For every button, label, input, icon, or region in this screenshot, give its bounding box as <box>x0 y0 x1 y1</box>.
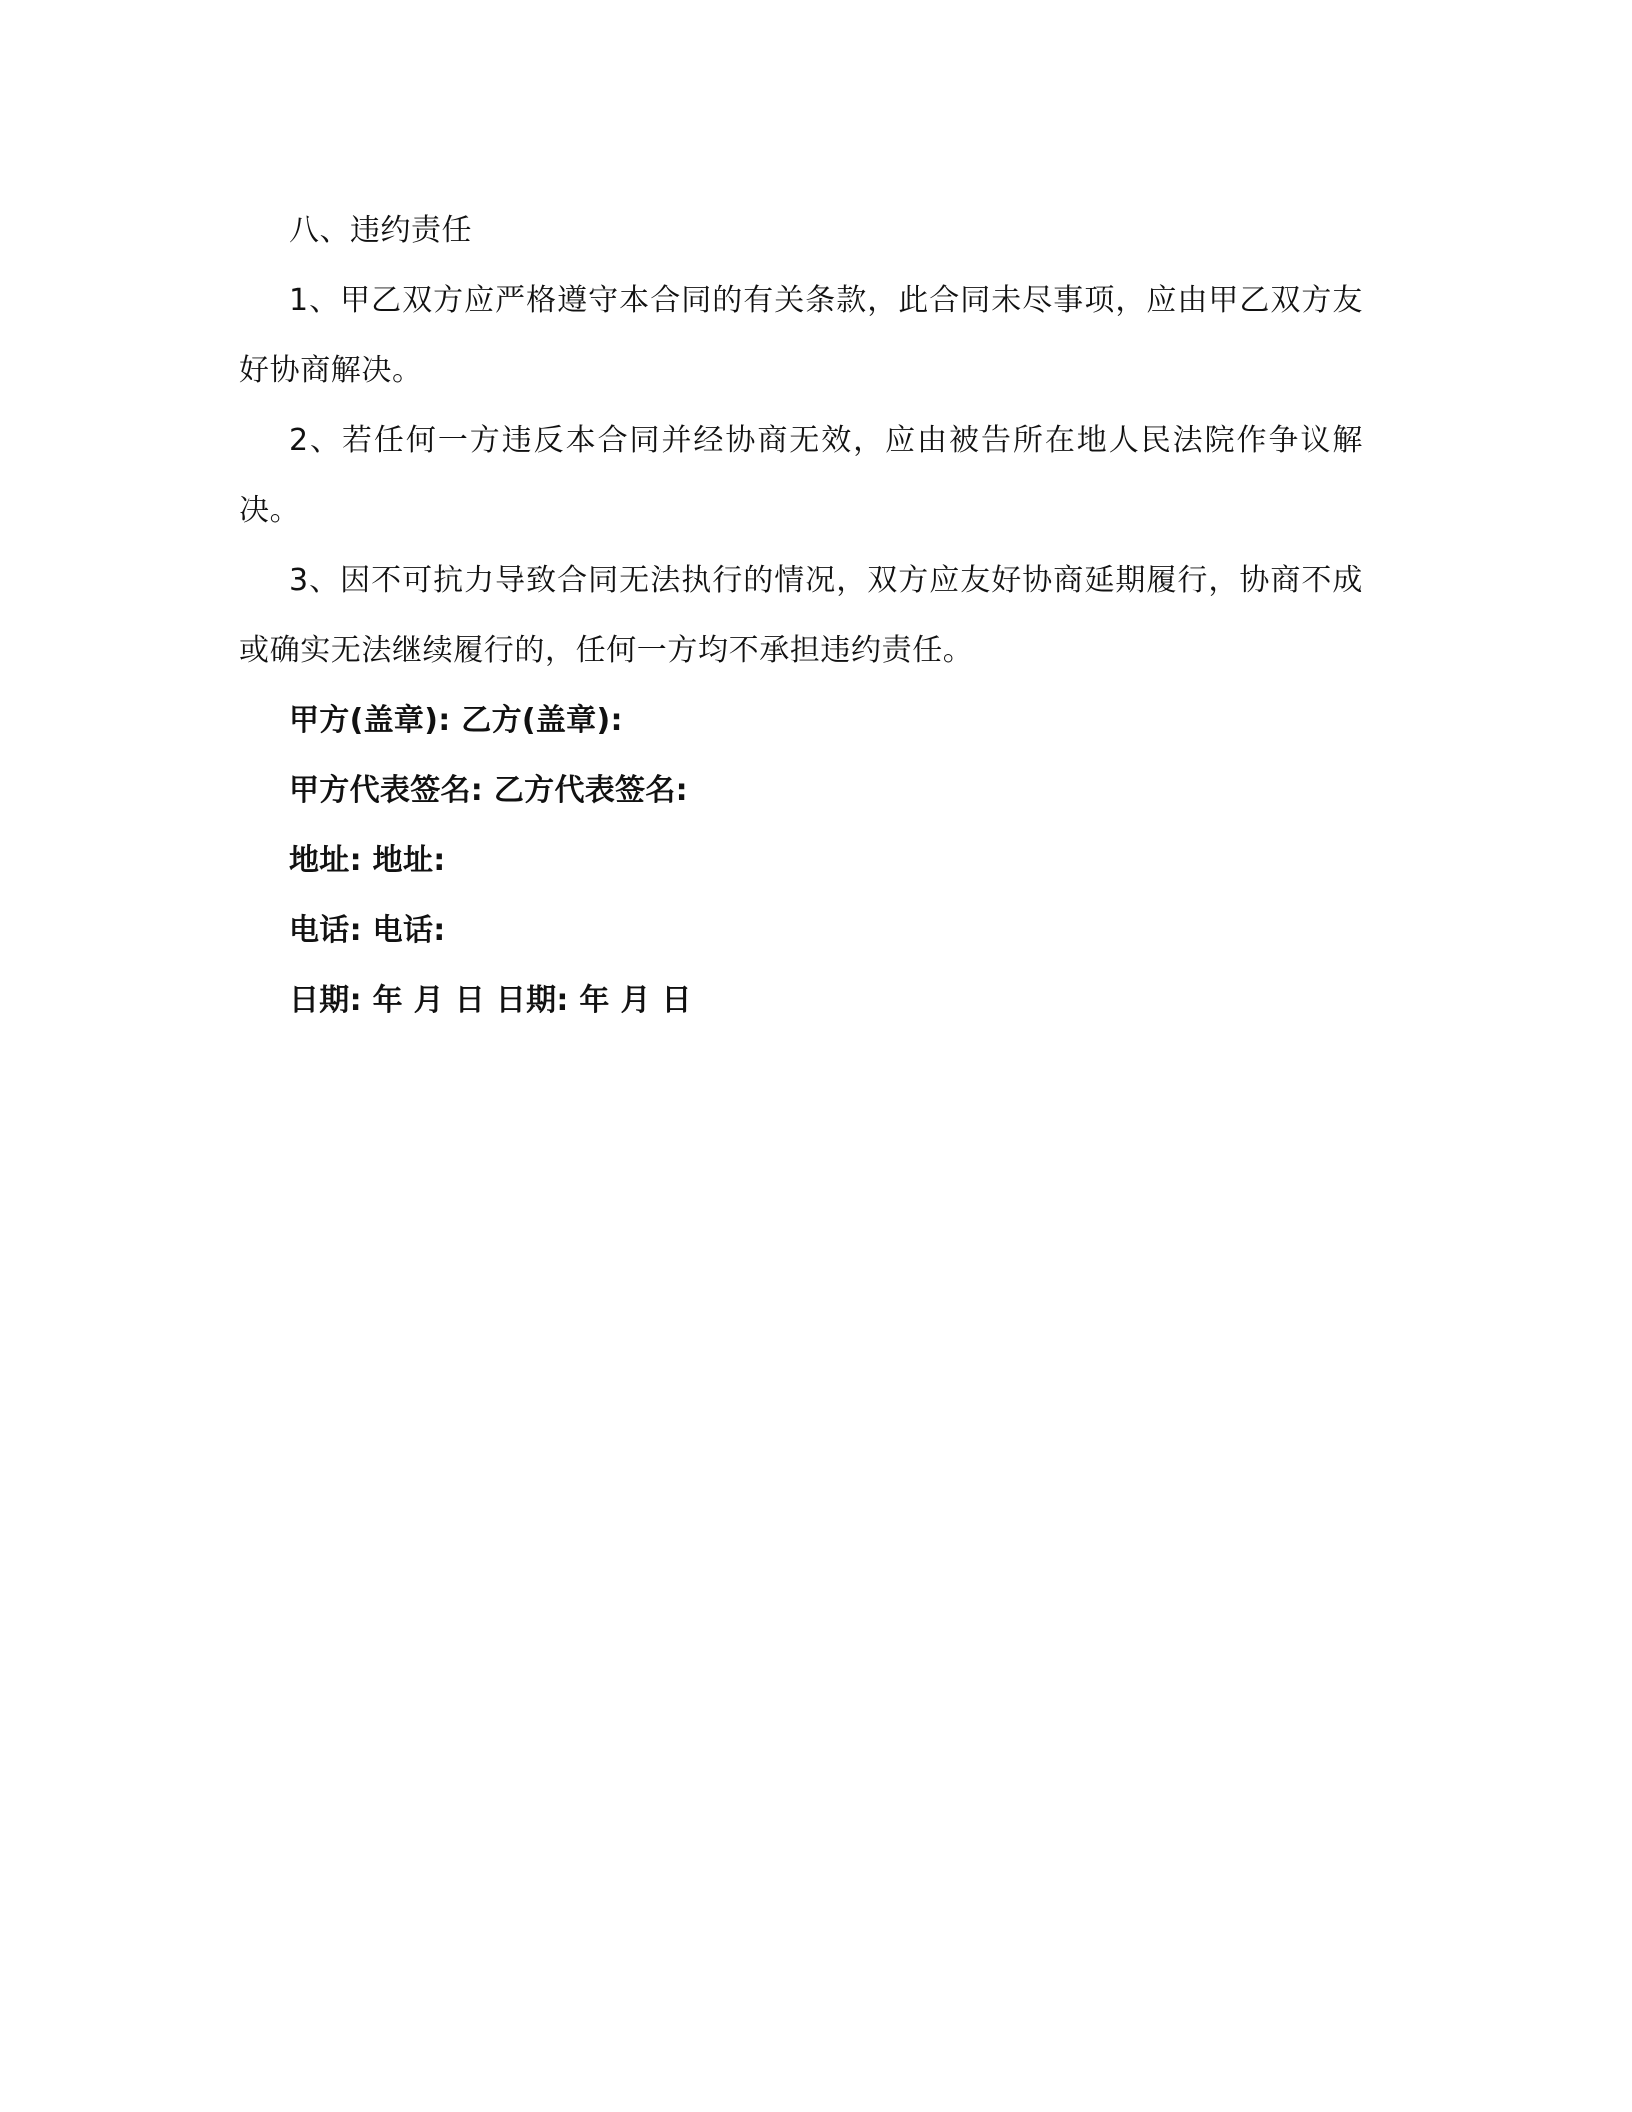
clause-1: 1、甲乙双方应严格遵守本合同的有关条款，此合同未尽事项，应由甲乙双方友好协商解决。 <box>239 283 1363 388</box>
clause-3: 3、因不可抗力导致合同无法执行的情况，双方应友好协商延期履行，协商不成或确实无法继续履行的，任何一方均不承担违约责任。 <box>239 563 1363 668</box>
seal-line: 甲方(盖章): 乙方(盖章): <box>289 703 623 738</box>
phone-line: 电话: 电话: <box>289 913 446 948</box>
address-line: 地址: 地址: <box>289 843 446 878</box>
signature-block <box>239 686 1363 1036</box>
representative-signature-line: 甲方代表签名: 乙方代表签名: <box>289 773 688 808</box>
date-line: 日期: 年 月 日 日期: 年 月 日 <box>289 983 692 1018</box>
clause-2: 2、若任何一方违反本合同并经协商无效，应由被告所在地人民法院作争议解决。 <box>239 423 1363 528</box>
document-body <box>239 196 1363 1036</box>
section-heading: 八、违约责任 <box>289 213 472 248</box>
